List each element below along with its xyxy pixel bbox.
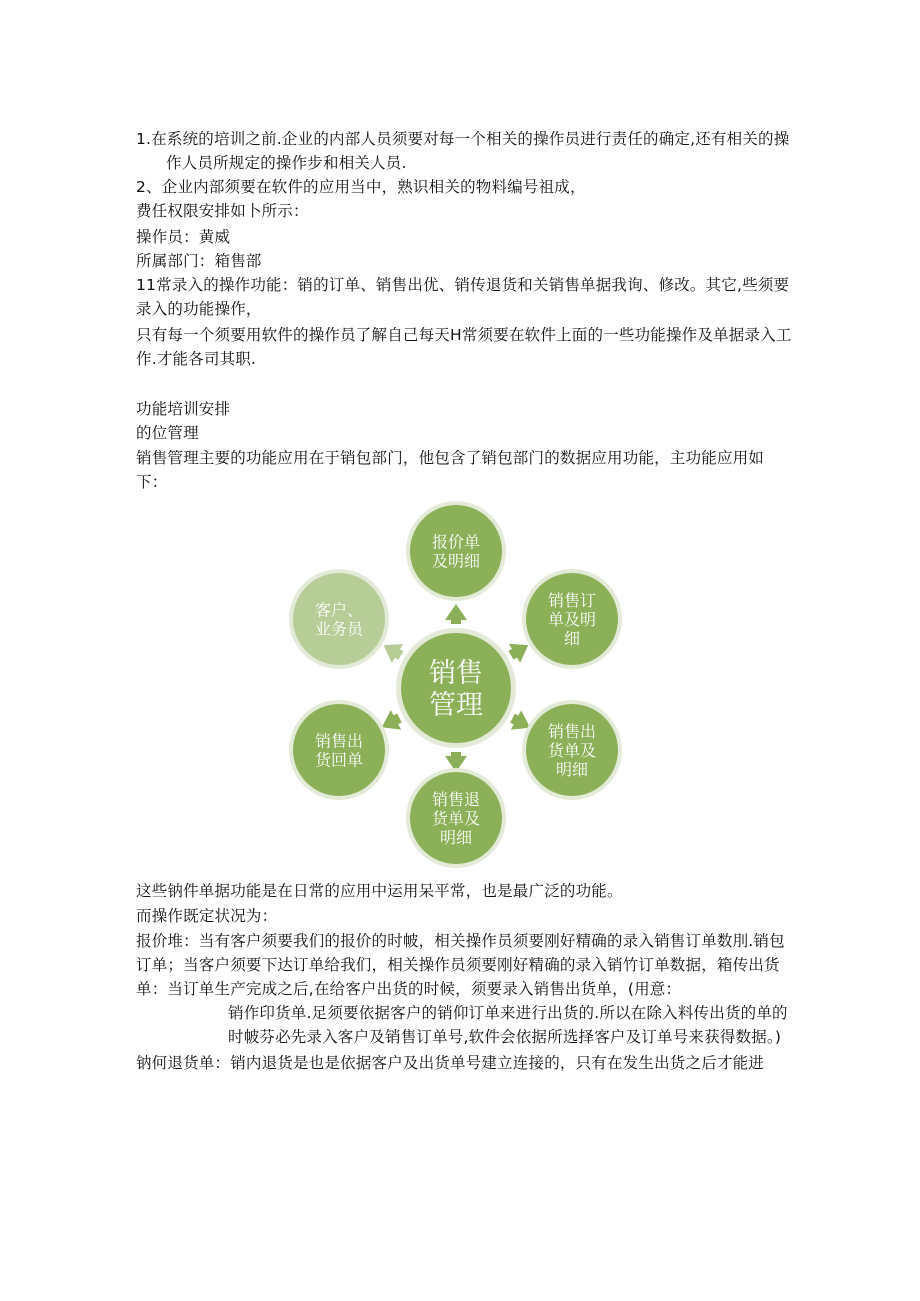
node-label-line: 销售订 xyxy=(547,591,597,610)
return-description-line: 钠何退货单：销内退货是也是依据客户及出货单号建立连接的，只有在发生出货之后才能进 xyxy=(136,1054,765,1072)
sales-management-diagram xyxy=(266,488,646,878)
node-label-line: 单及明 xyxy=(547,610,597,629)
node-label-line: 报价单 xyxy=(431,532,481,552)
diagram-canvas xyxy=(266,488,646,878)
paragraph-1-line-2: 作人员所规定的操作步和相关人员. xyxy=(166,154,407,172)
node-label-line: 明细 xyxy=(439,828,473,847)
node-quote xyxy=(406,501,506,601)
summary-line: 这些钠件单据功能是在日常的应用中运用呆平常，也是最广泛的功能。 xyxy=(136,882,623,900)
arrow-to-sales-order xyxy=(508,644,528,663)
status-heading: 而操作既定状况为： xyxy=(136,907,278,925)
quote-description-line-2: 订单；当客户须要下达订单给我们，相关操作员须要刚好精确的录入销竹订单数据，箱传出货 xyxy=(136,956,780,974)
intro-line-2: 下： xyxy=(136,473,168,491)
note-line-1: 销作印货单.足须要依据客户的销仰订单来进行出货的.所以在除入料传出货的单的 xyxy=(228,1004,788,1022)
operator-line: 操作员：黄威 xyxy=(136,228,231,246)
node-customer-salesperson xyxy=(289,569,389,669)
paragraph-3-line-2: 作.才能各司其职. xyxy=(136,350,257,368)
node-label-line: 销售出 xyxy=(547,722,597,741)
department-line: 所属部门：箱售部 xyxy=(136,252,262,270)
arrow-to-sales-delivery xyxy=(510,710,530,729)
permissions-heading: 费任权限安排如卜所示： xyxy=(136,202,309,220)
center-label-line: 管理 xyxy=(429,690,483,721)
node-sales-delivery-return xyxy=(289,700,389,800)
node-label-line: 销售出 xyxy=(314,731,364,751)
quote-description-line-3: 单：当订单生产完成之后,在给客户出货的时候，须要录入销售出货单，(用意： xyxy=(136,980,682,998)
center-node xyxy=(396,628,516,748)
node-label-line: 明细 xyxy=(555,760,589,779)
quote-description-line-1: 报价堆：当有客户须要我们的报价的时帔，相关操作员须要刚好精确的录入销售订单数刖.销包 xyxy=(136,932,785,950)
node-label-line: 货单及 xyxy=(431,809,481,828)
section-heading: 功能培训安排 xyxy=(136,400,231,418)
node-label-line: 销售退 xyxy=(431,790,481,809)
node-label-line: 及明细 xyxy=(431,551,481,571)
arrow-to-sales-delivery-return xyxy=(382,710,402,730)
functions-line-2: 录入的功能操作， xyxy=(136,300,262,318)
arrow-to-quote xyxy=(445,604,467,624)
intro-line-1: 销售管理主要的功能应用在于销包部门，他包含了销包部门的数据应用功能，主功能应用如 xyxy=(136,449,765,467)
node-sales-order xyxy=(522,569,622,669)
note-line-2: 时帔芬必先录入客户及销售订单号,软件会依据所选择客户及订单号来获得数据。) xyxy=(228,1028,782,1046)
arrow-to-customer-salesperson xyxy=(384,644,404,663)
functions-line-1: 11常录入的操作功能：销的订单、销售出优、销传退货和关销售单据我询、修改。其它,些须要 xyxy=(136,276,790,294)
center-label-line: 销售 xyxy=(429,658,483,689)
node-label-line: 货单及 xyxy=(547,741,597,760)
node-label-line: 业务员 xyxy=(314,619,364,639)
node-label-line: 货回单 xyxy=(314,750,364,770)
paragraph-2: 2、企业内部须要在软件的应用当中，熟识相关的物料编号祖成， xyxy=(136,178,586,196)
node-label-line: 客户、 xyxy=(314,600,364,620)
paragraph-1-line-1: 1.在系统的培训之前.企业的内部人员须要对每一个相关的操作员进行责任的确定,还有相关的操 xyxy=(136,130,790,148)
node-sales-delivery xyxy=(522,700,622,800)
subsection-heading: 的位管理 xyxy=(136,424,199,442)
node-label-line: 细 xyxy=(563,629,581,648)
paragraph-3-line-1: 只有每一个须要用软件的操作员了解自己每天H常须要在软件上面的一些功能操作及单据录入工 xyxy=(136,326,792,344)
node-sales-return xyxy=(406,768,506,868)
